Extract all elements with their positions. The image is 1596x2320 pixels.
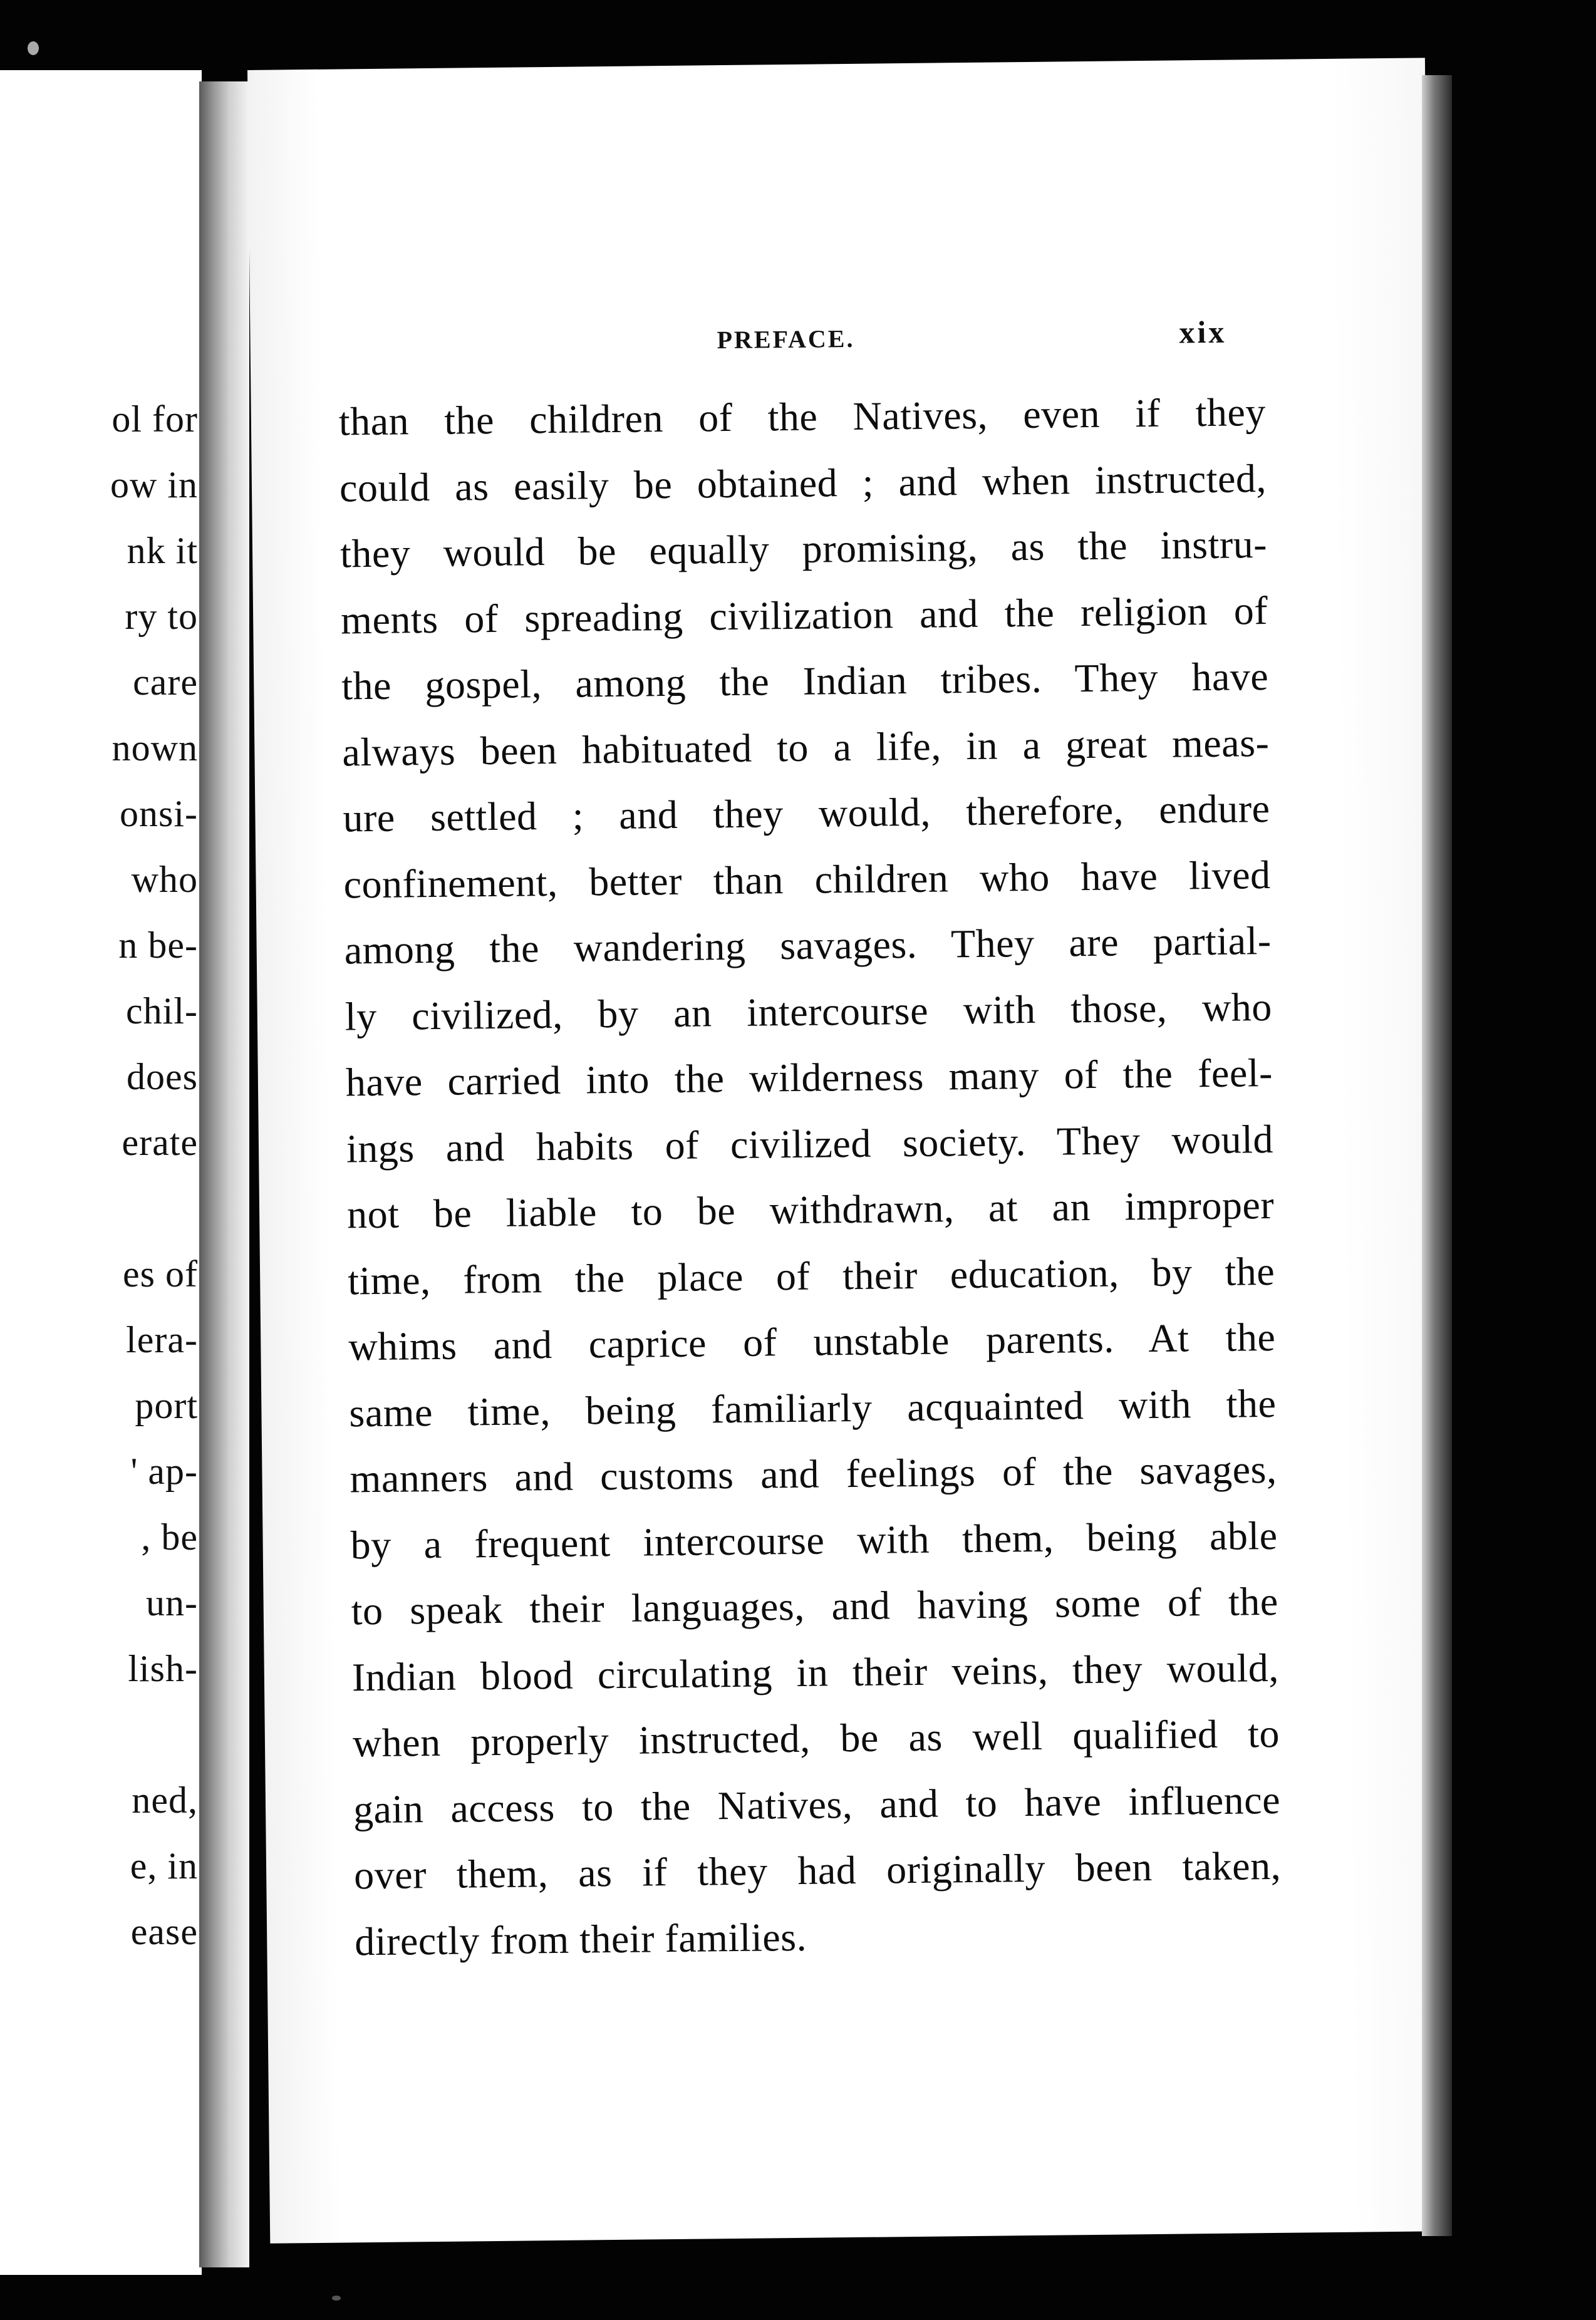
text-line: confinement, better than children who have lived xyxy=(343,852,1271,906)
text-line: when properly instructed, be as well qualified to xyxy=(352,1711,1280,1766)
current-page xyxy=(247,58,1448,2243)
previous-page-line: care xyxy=(133,661,198,703)
previous-page-line: , be xyxy=(141,1516,198,1558)
previous-page-line: ' ap- xyxy=(130,1451,198,1492)
text-line: same time, being familiarly acquainted with the xyxy=(349,1380,1277,1435)
previous-page-line: es of xyxy=(123,1253,198,1295)
previous-page-line: does xyxy=(127,1056,198,1097)
text-line: among the wandering savages. They are partial- xyxy=(344,918,1272,973)
previous-page xyxy=(0,70,202,2275)
previous-page-line: lish- xyxy=(128,1648,198,1689)
previous-page-line: port xyxy=(135,1385,198,1426)
scan-speck xyxy=(332,2296,341,2301)
previous-page-line: e, in xyxy=(130,1845,198,1887)
previous-page-line: onsi- xyxy=(120,793,198,834)
text-line: not be liable to be withdrawn, at an improper xyxy=(346,1182,1275,1237)
page-edge-shadow xyxy=(1422,75,1452,2236)
previous-page-line: nown xyxy=(111,727,198,769)
previous-page-line: ow in xyxy=(110,464,198,505)
previous-page-line: ease xyxy=(130,1911,198,1952)
text-line: than the children of the Natives, even if they xyxy=(338,390,1267,444)
text-line: have carried into the wilderness many of the feel- xyxy=(345,1050,1273,1105)
previous-page-line: ol for xyxy=(111,398,198,440)
page-header xyxy=(250,305,1428,368)
text-line: ly civilized, by an intercourse with those, who xyxy=(345,984,1273,1038)
previous-page-line: erate xyxy=(122,1122,198,1163)
text-line: they would be equally promising, as the instru- xyxy=(339,521,1268,576)
book-gutter-shadow xyxy=(199,81,249,2267)
text-line: always been habituated to a life, in a great meas- xyxy=(342,720,1270,774)
text-line: gain access to the Natives, and to have influence xyxy=(353,1777,1281,1831)
page-number: xix xyxy=(1179,314,1227,350)
previous-page-line: chil- xyxy=(126,990,198,1032)
text-line: ure settled ; and they would, therefore, endure xyxy=(343,785,1270,841)
previous-page-line: lera- xyxy=(126,1319,198,1360)
text-line: the gospel, among the Indian tribes. They have xyxy=(341,653,1269,708)
text-line: over them, as if they had originally been taken, xyxy=(353,1843,1282,1898)
text-line: whims and caprice of unstable parents. At the xyxy=(348,1314,1276,1369)
text-line: by a frequent intercourse with them, being able xyxy=(350,1513,1278,1567)
text-line: ings and habits of civilized society. They would xyxy=(346,1116,1274,1171)
body-text xyxy=(338,379,1282,1974)
text-line: time, from the place of their education, by the xyxy=(347,1248,1275,1303)
text-line: ments of spreading civilization and the religion of xyxy=(340,588,1268,642)
text-line: to speak their languages, and having some of the xyxy=(351,1578,1279,1634)
running-head: PREFACE. xyxy=(717,324,855,355)
previous-page-line: nk it xyxy=(127,530,198,571)
scan-speck xyxy=(28,41,39,55)
previous-page-line: ned, xyxy=(132,1779,198,1821)
text-line: Indian blood circulating in their veins, they would, xyxy=(351,1645,1280,1699)
previous-page-line: n be- xyxy=(118,924,198,966)
text-line: directly from their families. xyxy=(354,1914,807,1964)
text-line: could as easily be obtained ; and when instructed, xyxy=(339,455,1267,510)
text-line: manners and customs and feelings of the savages, xyxy=(350,1446,1277,1501)
previous-page-line: who xyxy=(131,859,198,900)
previous-page-line: ry to xyxy=(125,596,198,637)
previous-page-line: un- xyxy=(146,1582,198,1623)
